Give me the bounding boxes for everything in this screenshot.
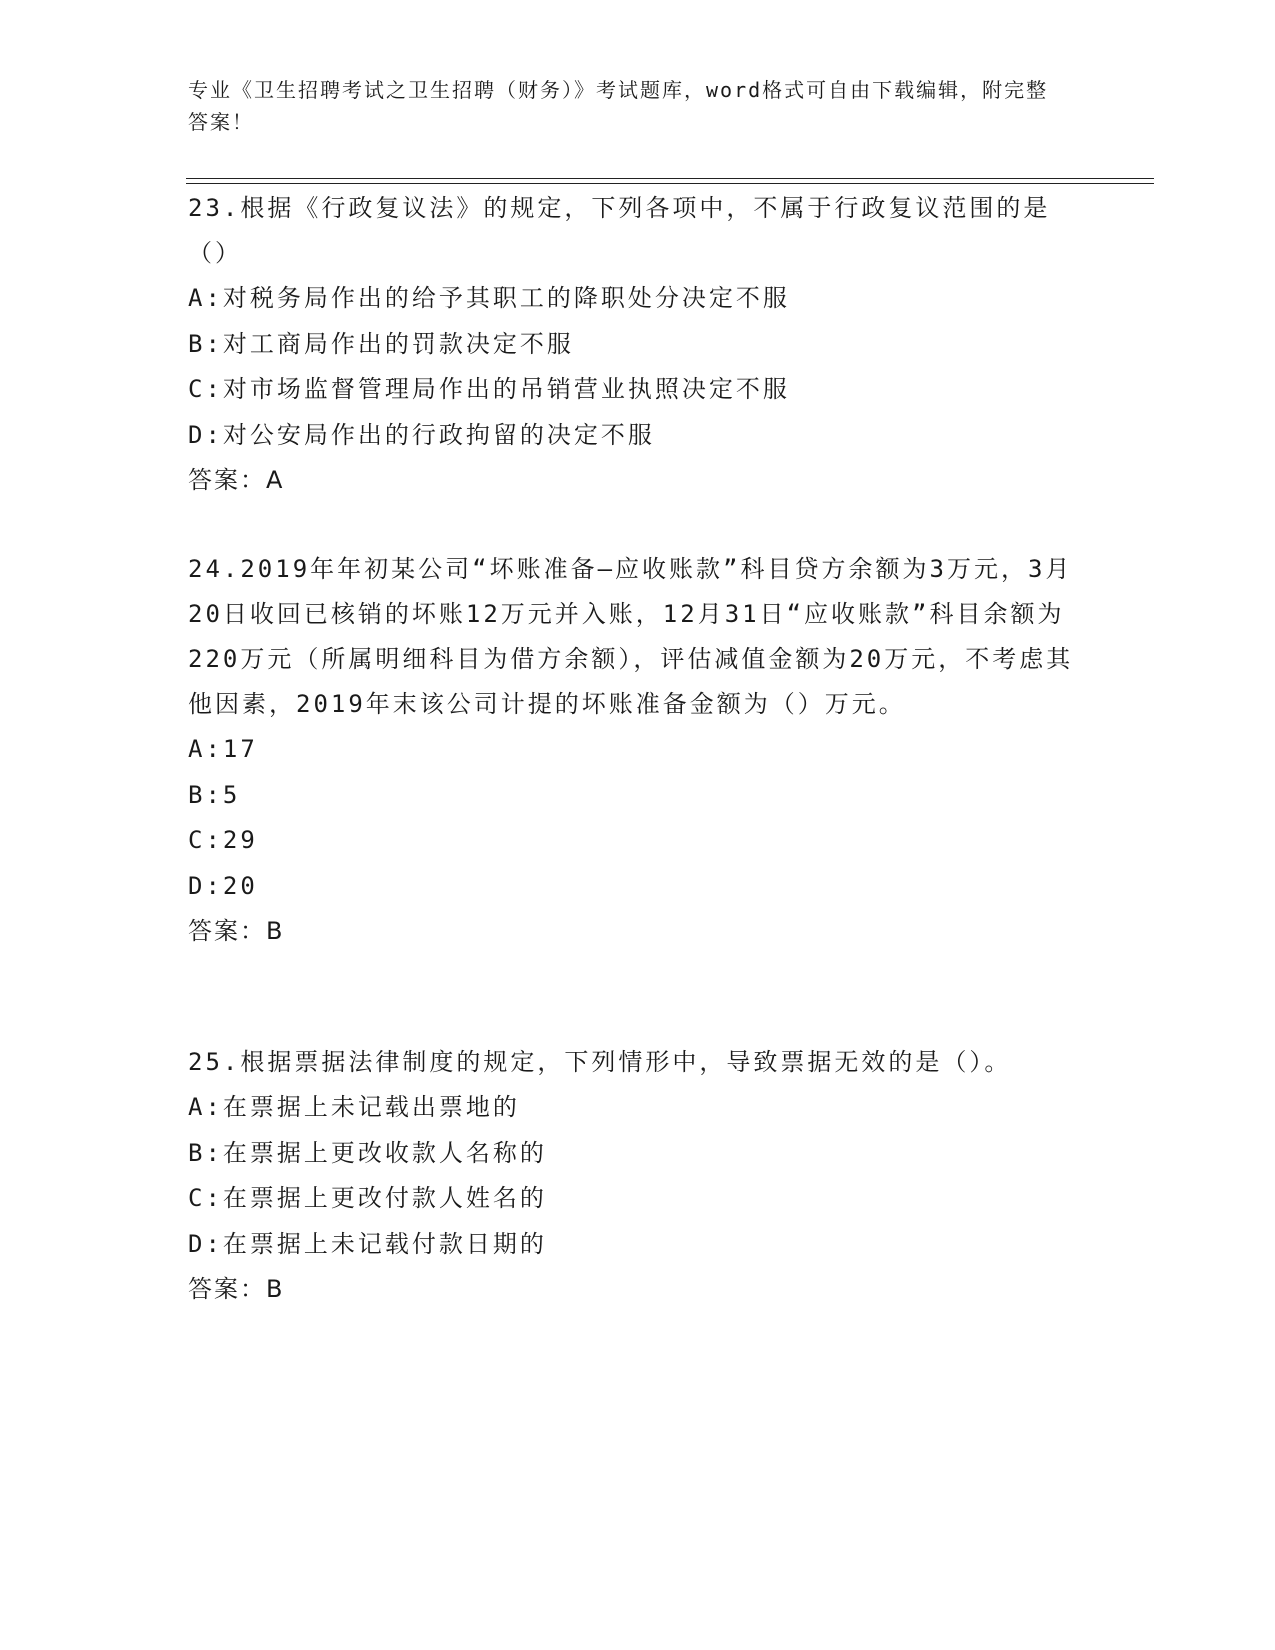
option-d: D:对公安局作出的行政拘留的决定不服 bbox=[188, 420, 655, 449]
answer-line: 答案：B bbox=[188, 1275, 285, 1303]
option-c: C:在票据上更改付款人姓名的 bbox=[188, 1184, 547, 1212]
document-header: 专业《卫生招聘考试之卫生招聘（财务）》考试题库，word格式可自由下载编辑，附完整答案！ bbox=[188, 78, 1049, 134]
option-b: B:对工商局作出的罚款决定不服 bbox=[188, 329, 574, 358]
answer-line: 答案：A bbox=[188, 466, 285, 494]
option-b: B:5 bbox=[188, 780, 241, 809]
question-stem: 23.根据《行政复议法》的规定，下列各项中，不属于行政复议范围的是（） bbox=[188, 194, 1051, 267]
option-a: A:在票据上未记载出票地的 bbox=[188, 1093, 520, 1121]
header-divider-top bbox=[186, 178, 1154, 179]
question-stem: 25.根据票据法律制度的规定，下列情形中，导致票据无效的是（）。 bbox=[188, 1048, 1012, 1076]
question-23 bbox=[188, 186, 1088, 503]
option-b: B:在票据上更改收款人名称的 bbox=[188, 1138, 547, 1167]
header-divider-bottom bbox=[186, 183, 1154, 184]
option-c: C:29 bbox=[188, 826, 258, 854]
question-stem: 24.2019年年初某公司“坏账准备—应收账款”科目贷方余额为3万元，3月20日收回已核销的坏账12万元并入账，12月31日“应收账款”科目余额为220万元（所属明细科目为借方余额），评估减值金额为20万元，不考虑其他因素，2019年末该公司计提的坏账准备金额为（）万元。 bbox=[188, 555, 1074, 718]
question-24 bbox=[188, 547, 1088, 954]
question-25 bbox=[188, 1040, 1088, 1312]
answer-line: 答案：B bbox=[188, 917, 285, 945]
option-d: D:在票据上未记载付款日期的 bbox=[188, 1229, 547, 1258]
option-c: C:对市场监督管理局作出的吊销营业执照决定不服 bbox=[188, 375, 790, 403]
option-a: A:对税务局作出的给予其职工的降职处分决定不服 bbox=[188, 284, 790, 312]
option-d: D:20 bbox=[188, 871, 258, 900]
option-a: A:17 bbox=[188, 735, 258, 763]
